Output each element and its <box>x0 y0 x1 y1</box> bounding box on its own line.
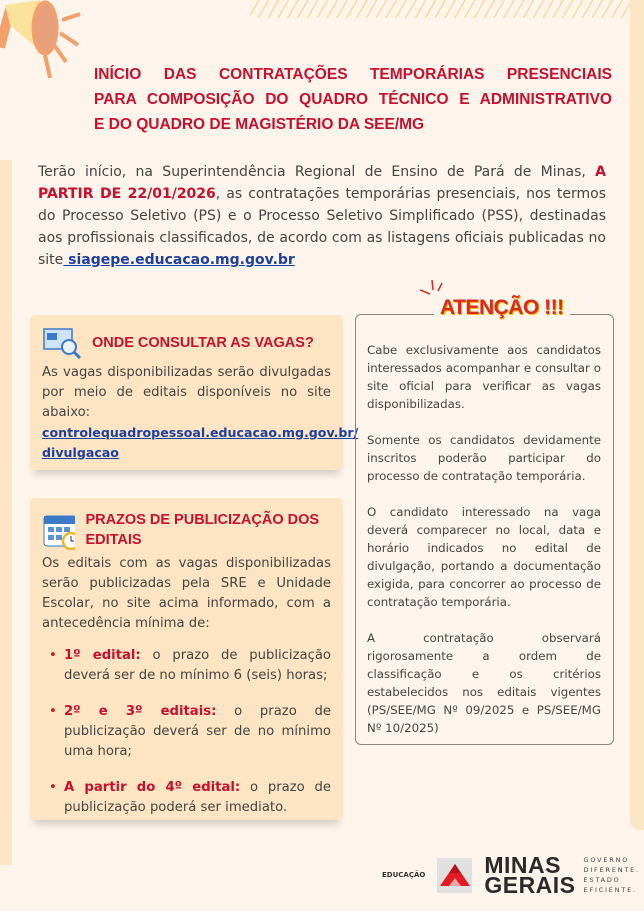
title-line: PARA COMPOSIÇÃO DO QUADRO TÉCNICO E ADMINISTRATIVO <box>94 91 612 108</box>
card-text: Os editais com as vagas disponibilizadas serão publicizadas pela SRE e Unidade Escolar, no site acima informado, com a antecedência mínima de: <box>42 556 331 631</box>
minas-gerais-logo-icon <box>437 858 472 893</box>
list-item <box>64 702 331 762</box>
list-item <box>64 778 331 818</box>
minas-gerais-wordmark <box>484 852 576 898</box>
slogan-line: ESTADO <box>583 876 621 884</box>
megaphone-icon <box>0 0 90 85</box>
card-heading: PRAZOS DE PUBLICIZAÇÃO DOS EDITAIS <box>85 512 320 548</box>
intro-text: Terão início, na Superintendência Regional de Ensino de Pará de Minas, <box>38 164 596 180</box>
page-title <box>94 62 612 137</box>
publication-deadlines-card <box>30 498 343 820</box>
vacancies-link[interactable]: controlequadropessoal.educacao.mg.gov.br/ <box>42 425 359 440</box>
start-date: A PARTIR DE 22/01/2026 <box>38 164 606 202</box>
attention-paragraph: A contratação observará rigorosamente a ordem de classificação e os critérios estabelecidos nos editais vigentes (PS/SEE/MG Nº 09/2025 e PS/SEE/MG Nº 10/2025) <box>367 631 601 735</box>
attention-paragraph: Somente os candidatos devidamente inscritos poderão participar do processo de contratação temporária. <box>367 433 601 483</box>
slogan-line: EFICIENTE. <box>583 886 637 894</box>
item-text: o prazo de publicização deverá ser de no mínimo uma hora; <box>64 704 331 759</box>
footer-logos <box>382 852 640 898</box>
wordmark-line: MINAS <box>484 852 561 878</box>
government-slogan <box>584 855 640 895</box>
card-text: As vagas disponibilizadas serão divulgadas por meio de editais disponíveis no site abaixo: <box>42 365 331 420</box>
slogan-line: GOVERNO <box>583 856 630 864</box>
deadline-list <box>42 646 331 818</box>
attention-paragraph: Cabe exclusivamente aos candidatos interessados acompanhar e consultar o site oficial para verificar as vagas disponibilizadas. <box>367 343 601 411</box>
item-label: A partir do 4º edital: <box>64 780 241 795</box>
wordmark-line: GERAIS <box>484 872 576 898</box>
title-line: E DO QUADRO DE MAGISTÉRIO DA SEE/MG <box>94 116 425 133</box>
vacancies-link[interactable]: divulgacao <box>42 445 119 460</box>
card-heading: ONDE CONSULTAR AS VAGAS? <box>92 335 314 351</box>
item-label: 2º e 3º editais: <box>64 704 217 719</box>
attention-paragraph: O candidato interessado na vaga deverá comparecer no local, data e horário indicados no edital de divulgação, portando a documentação exigida, para concorrer ao processo de contratação temporária. <box>367 505 601 609</box>
intro-text: , as contratações temporárias presenciais, nos termos do Processo Seletivo (PS) e o Processo Seletivo Simplificado (PSS), destinadas aos profissionais classificados, de acordo com as listagens oficiais publicadas no site <box>38 186 606 268</box>
where-to-check-card <box>30 315 359 470</box>
decorative-strip-right <box>630 0 644 830</box>
siagepe-link[interactable]: siagepe.educacao.mg.gov.br <box>63 252 295 268</box>
intro-paragraph <box>38 161 606 271</box>
attention-box <box>355 314 614 745</box>
title-line: INÍCIO DAS CONTRATAÇÕES TEMPORÁRIAS PRESENCIAIS <box>94 66 612 83</box>
decorative-strip-left <box>0 160 12 865</box>
list-item <box>64 646 331 686</box>
item-text: o prazo de publicização poderá ser imediato. <box>64 780 331 815</box>
education-label: EDUCAÇÃO <box>382 871 426 879</box>
decorative-hatch <box>250 0 630 18</box>
slogan-line: DIFERENTE. <box>583 866 640 874</box>
calendar-clock-icon <box>42 510 75 550</box>
item-label: 1º edital: <box>64 648 141 663</box>
web-search-icon <box>42 327 82 359</box>
attention-title: ATENÇÃO !!! <box>434 296 570 320</box>
item-text: o prazo de publicização deverá ser de no mínimo 6 (seis) horas; <box>64 648 331 683</box>
